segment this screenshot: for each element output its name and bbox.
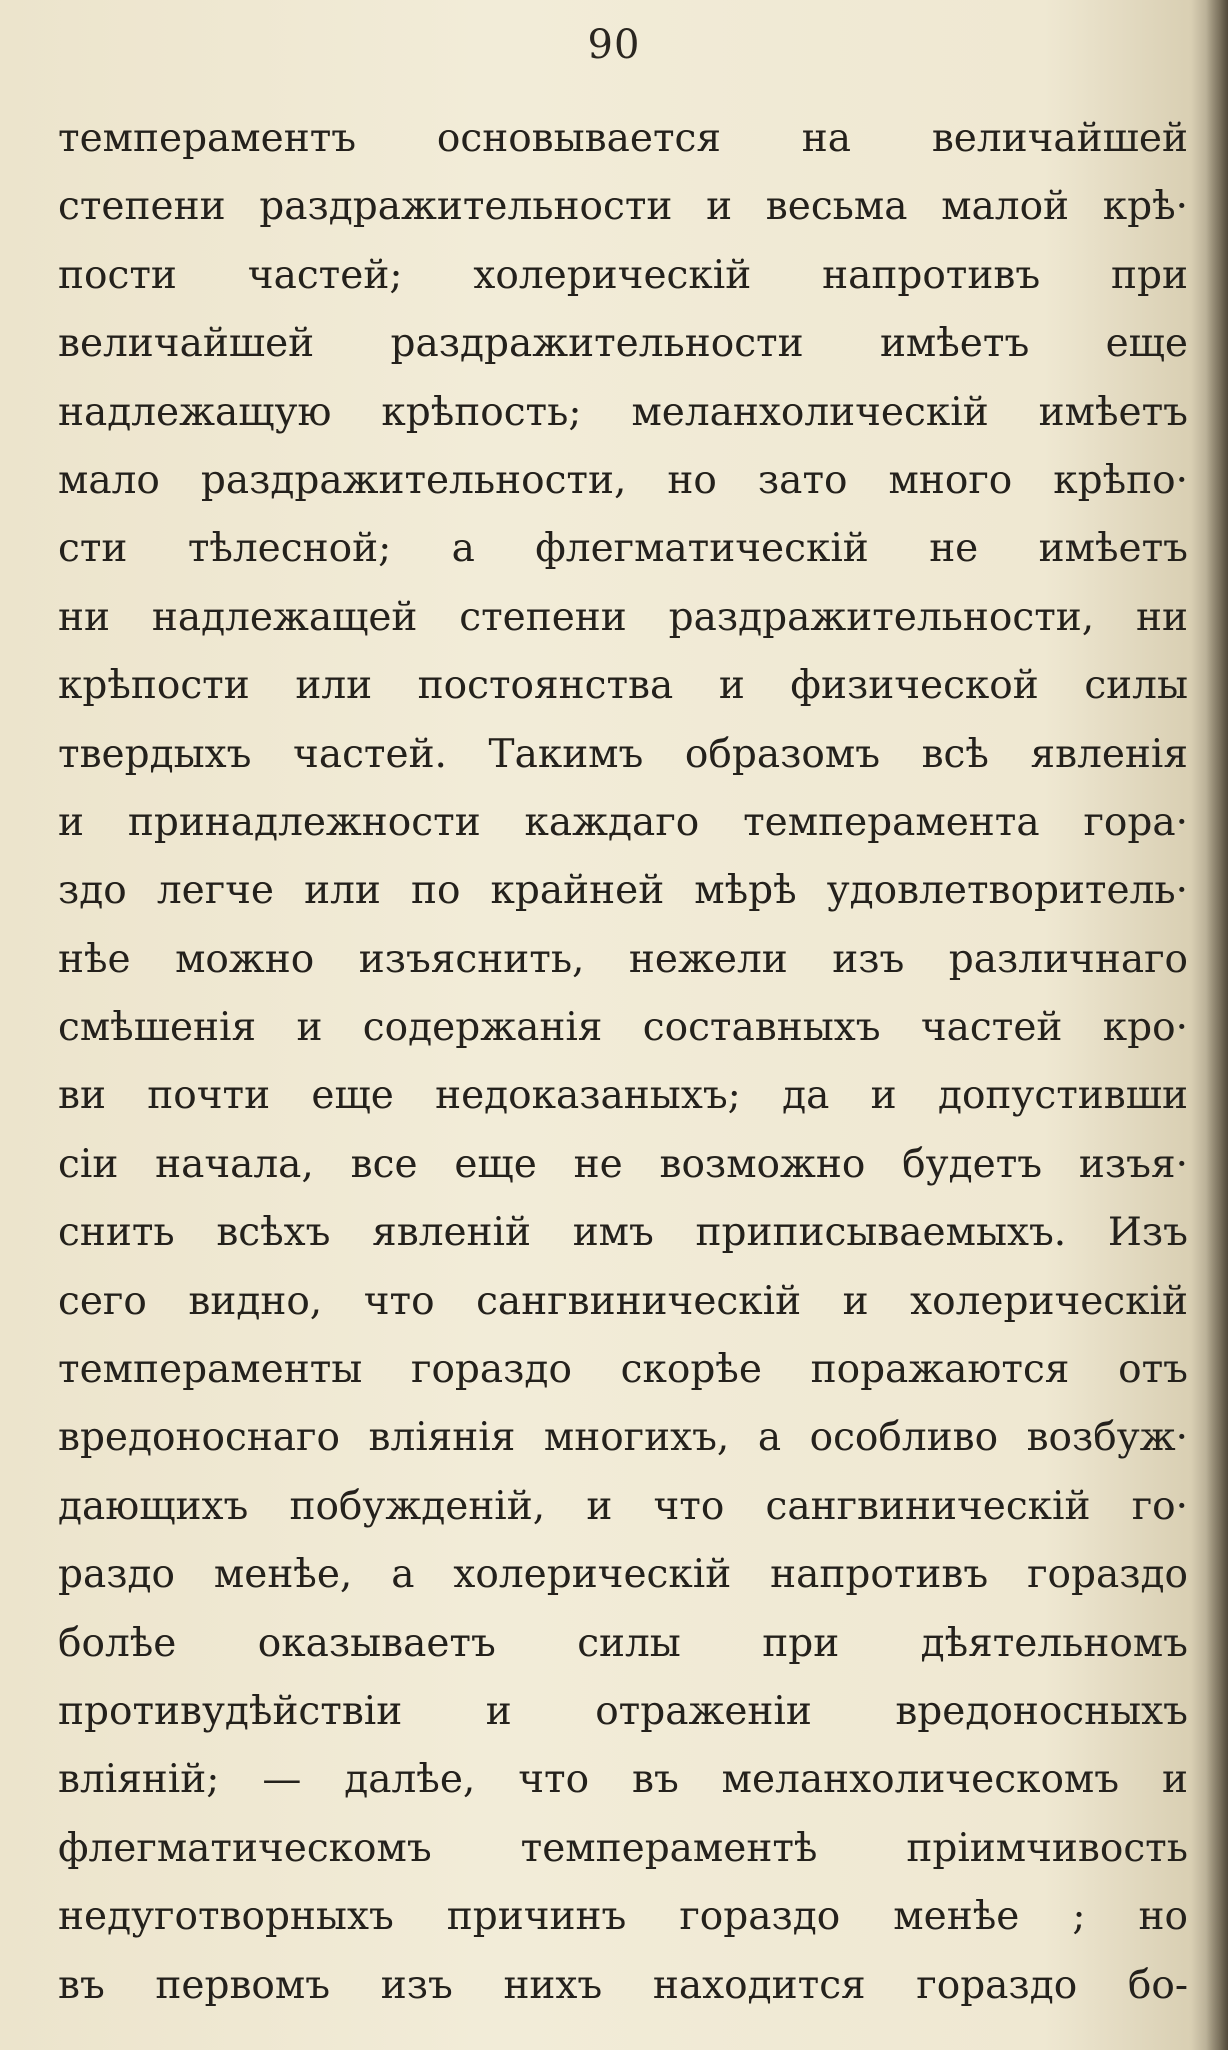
text-line: вліяній; — далѣе, что въ меланхолическомъ и bbox=[58, 1757, 1188, 1803]
text-line: дающихъ побужденій, и что сангвиническій го· bbox=[58, 1483, 1188, 1529]
text-line: сего видно, что сангвиническій и холерическій bbox=[58, 1278, 1188, 1324]
text-line: сіи начала, все еще не возможно будетъ изъя· bbox=[58, 1141, 1188, 1187]
text-line: болѣе оказываетъ силы при дѣятельномъ bbox=[58, 1620, 1188, 1666]
page-number: 90 bbox=[587, 22, 641, 68]
text-line: флегматическомъ темпераментѣ пріимчивость bbox=[58, 1825, 1188, 1871]
text-line: вредоноснаго вліянія многихъ, а особливо возбуж· bbox=[58, 1415, 1188, 1461]
text-line: ни надлежащей степени раздражительности, ни bbox=[58, 594, 1188, 640]
text-line: нѣе можно изъяснить, нежели изъ различнаго bbox=[58, 936, 1188, 982]
text-line: твердыхъ частей. Такимъ образомъ всѣ явленія bbox=[58, 731, 1188, 777]
text-line: въ первомъ изъ нихъ находится гораздо бо- bbox=[58, 1962, 1188, 2008]
text-line: величайшей раздражительности имѣетъ еще bbox=[58, 321, 1188, 367]
text-line: здо легче или по крайней мѣрѣ удовлетворитель· bbox=[58, 868, 1188, 914]
text-line: противудѣйствіи и отраженіи вредоносныхъ bbox=[58, 1688, 1188, 1734]
text-line: и принадлежности каждаго темперамента гора· bbox=[58, 799, 1188, 845]
text-line: мало раздражительности, но зато много крѣпо· bbox=[58, 457, 1188, 503]
text-line: снить всѣхъ явленій имъ приписываемыхъ. Изъ bbox=[58, 1210, 1188, 1256]
body-text bbox=[58, 105, 1188, 2020]
text-line: темпераменты гораздо скорѣе поражаются отъ bbox=[58, 1347, 1188, 1393]
text-line: пости частей; холерическій напротивъ при bbox=[58, 252, 1188, 298]
text-line: степени раздражительности и весьма малой крѣ· bbox=[58, 184, 1188, 230]
text-line: крѣпости или постоянства и физической силы bbox=[58, 663, 1188, 709]
text-line: надлежащую крѣпость; меланхолическій имѣетъ bbox=[58, 389, 1188, 435]
page-edge-shadow bbox=[1206, 0, 1228, 2050]
text-line: недуготворныхъ причинъ гораздо менѣе ; но bbox=[58, 1894, 1188, 1940]
text-line: раздо менѣе, а холерическій напротивъ гораздо bbox=[58, 1552, 1188, 1598]
text-line: ви почти еще недоказаныхъ; да и допустивши bbox=[58, 1073, 1188, 1119]
text-line: смѣшенія и содержанія составныхъ частей кро· bbox=[58, 1005, 1188, 1051]
text-line: сти тѣлесной; а флегматическій не имѣетъ bbox=[58, 526, 1188, 572]
text-line: темпераментъ основывается на величайшей bbox=[58, 116, 1188, 161]
